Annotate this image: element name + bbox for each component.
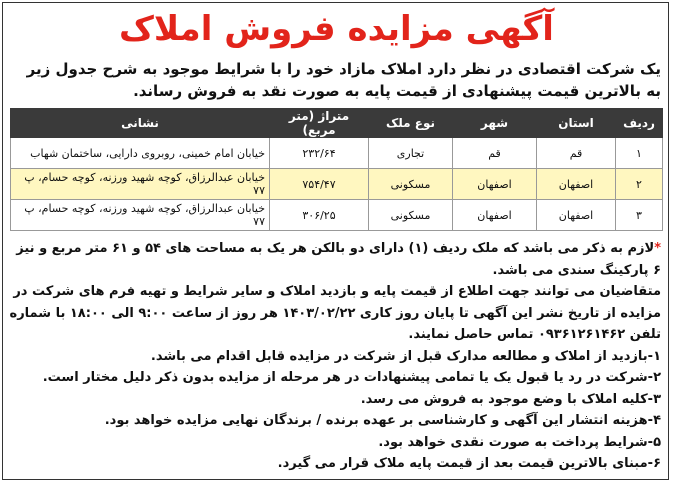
note-star: * (654, 241, 661, 256)
cell-address: خیابان امام خمینی، روبروی دارایی، ساختمان شهاب (11, 138, 270, 169)
cell-province: اصفهان (537, 169, 616, 200)
cell-row-number: ۳ (616, 200, 663, 231)
cell-area: ۲۳۲/۶۴ (270, 138, 369, 169)
cell-province: قم (537, 138, 616, 169)
intro-text: یک شرکت اقتصادی در نظر دارد املاک مازاد خود را با شرایط موجود به شرح جدول زیر به بالاترین قیمت پیشنهادی از قیمت پایه به صورت نقد به فروش رساند. (26, 60, 661, 100)
table-header-row (11, 109, 663, 138)
notes-section (9, 238, 661, 475)
condition-item: ۳-کلیه املاک با وضع موجود به فروش می رسد. (360, 391, 661, 407)
condition-item: ۲-شرکت در رد یا قبول یک یا تمامی پیشنهادات در هر مرحله از مزایده بدون ذکر دلیل مختار است. (42, 370, 661, 385)
col-header-row-number: ردیف (616, 109, 663, 138)
cell-city: اصفهان (453, 200, 537, 231)
condition-item: ۵-شرایط پرداخت به صورت نقدی خواهد بود. (378, 434, 661, 450)
cell-property-type: مسکونی (369, 169, 453, 200)
table-row (11, 200, 663, 231)
col-header-address: نشانی (11, 109, 270, 138)
ad-title: آگهی مزایده فروش املاک (119, 9, 554, 49)
cell-row-number: ۲ (616, 169, 663, 200)
condition-item: ۱-بازدید از املاک و مطالعه مدارک قبل از شرکت در مزایده قابل اقدام می باشد. (150, 348, 661, 364)
cell-province: اصفهان (537, 200, 616, 231)
cell-row-number: ۱ (616, 138, 663, 169)
condition-item: ۶-مبنای بالاترین قیمت بعد از قیمت پایه ملاک قرار می گیرد. (277, 456, 661, 471)
applicants-text: متقاضیان می توانند جهت اطلاع از قیمت پایه و بازدید املاک و سایر شرایط و تهیه فرم های شرکت در مزایده از تاریخ نشر این آگهی تا پایان روز کاری ۱۴۰۳/۰۲/۲۲ هر روز از ساعت ۹:۰۰ الی ۱۸:۰۰ با شماره تلفن ۰۹۳۶۱۲۶۱۴۶۲ تماس حاصل نمایند. (9, 284, 661, 342)
parking-note (9, 238, 661, 281)
cell-city: قم (453, 138, 537, 169)
col-header-area: متراژ (متر مربع) (270, 109, 369, 138)
col-header-property-type: نوع ملک (369, 109, 453, 138)
cell-property-type: تجاری (369, 138, 453, 169)
parking-note-text: لازم به ذکر می باشد که ملک ردیف (۱) دارای دو بالکن هر یک به مساحت های ۵۴ و ۶۱ متر مربع و نیز ۶ پارکینگ سندی می باشد. (16, 241, 661, 278)
table-row (11, 138, 663, 169)
condition-item: ۴-هزینه انتشار این آگهی و کارشناسی بر عهده برنده / برندگان نهایی مزایده خواهد بود. (104, 413, 661, 428)
cell-area: ۷۵۴/۴۷ (270, 169, 369, 200)
cell-address: خیابان عبدالرزاق، کوچه شهید ورزنه، کوچه حسام، پ ۷۷ (11, 200, 270, 231)
table-row (11, 169, 663, 200)
cell-property-type: مسکونی (369, 200, 453, 231)
cell-address: خیابان عبدالرزاق، کوچه شهید ورزنه، کوچه حسام، پ ۷۷ (11, 169, 270, 200)
col-header-province: استان (537, 109, 616, 138)
col-header-city: شهر (453, 109, 537, 138)
cell-city: اصفهان (453, 169, 537, 200)
cell-area: ۳۰۶/۲۵ (270, 200, 369, 231)
properties-table (10, 108, 663, 231)
